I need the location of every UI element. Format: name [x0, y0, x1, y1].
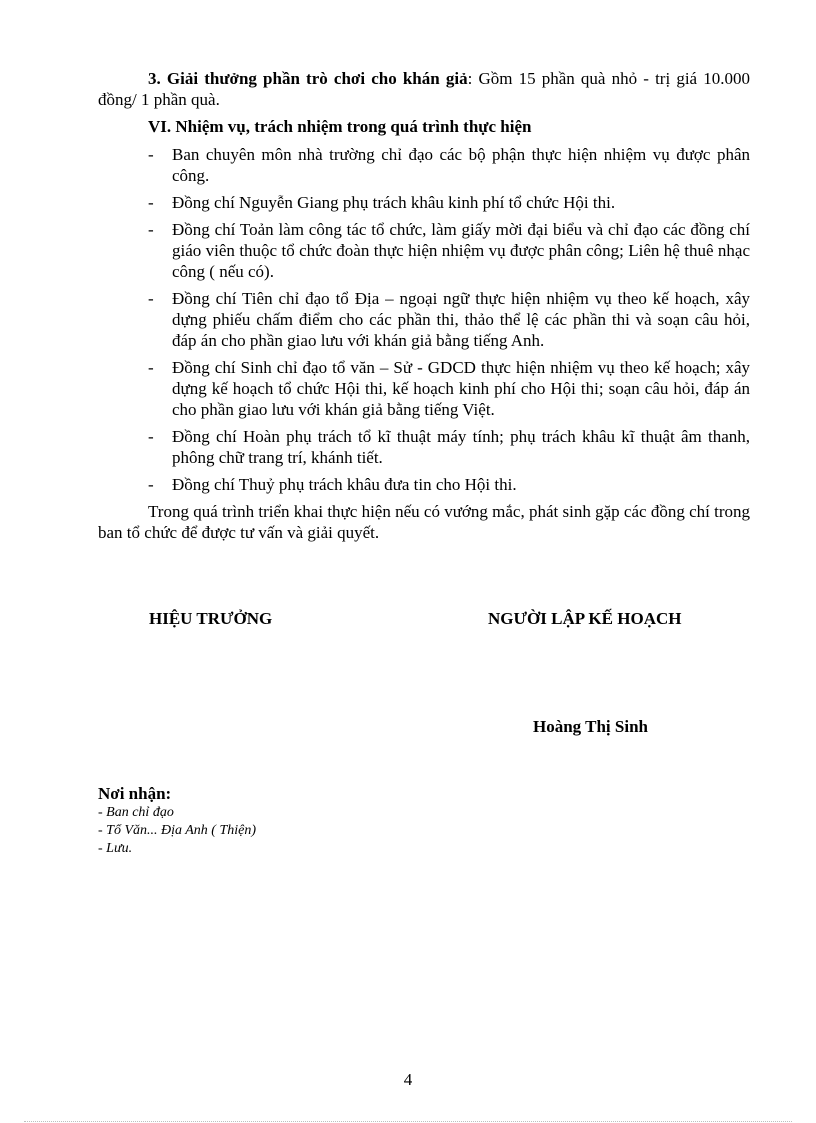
recipient-item: - Tổ Văn... Địa Anh ( Thiện) — [98, 823, 257, 838]
dash-marker: - — [148, 475, 154, 494]
dash-marker: - — [148, 220, 154, 239]
task-list-item — [98, 144, 750, 186]
recipient-item: - Lưu. — [98, 841, 133, 856]
planner-title: NGƯỜI LẬP KẾ HOẠCH — [488, 609, 682, 628]
section-3-text: : Gồm 15 phần quà nhỏ - trị giá 10.000 đồng/ 1 phần quà. — [98, 69, 750, 109]
task-list-item — [98, 357, 750, 420]
task-text: Đồng chí Hoàn phụ trách tổ kĩ thuật máy tính; phụ trách khâu kĩ thuật âm thanh, phông chữ trang trí, khánh tiết. — [172, 427, 750, 467]
section-6-heading: VI. Nhiệm vụ, trách nhiệm trong quá trình thực hiện — [148, 117, 532, 136]
page-number: 4 — [403, 1070, 413, 1089]
dash-marker: - — [148, 289, 154, 308]
document-body — [98, 68, 750, 543]
planner-name: Hoàng Thị Sinh — [533, 717, 648, 736]
task-list-item — [98, 426, 750, 468]
task-list-item — [98, 219, 750, 282]
task-list — [98, 144, 750, 495]
task-text: Ban chuyên môn nhà trường chỉ đạo các bộ phận thực hiện nhiệm vụ được phân công. — [172, 145, 750, 185]
recipient-item: - Ban chỉ đạo — [98, 805, 174, 820]
dash-marker: - — [148, 358, 154, 377]
dash-marker: - — [148, 145, 154, 164]
task-text: Đồng chí Toản làm công tác tổ chức, làm giấy mời đại biểu và chỉ đạo các đồng chí giáo viên thuộc tổ chức đoàn thực hiện nhiệm vụ được phân công; Liên hệ thuê nhạc công ( nếu có). — [172, 220, 750, 281]
task-text: Đồng chí Thuỷ phụ trách khâu đưa tin cho Hội thi. — [172, 475, 517, 494]
task-list-item — [98, 474, 750, 495]
section-3-paragraph — [98, 68, 750, 110]
recipients-block — [98, 783, 256, 858]
dash-marker: - — [148, 427, 154, 446]
task-list-item — [98, 288, 750, 351]
task-text: Đồng chí Sinh chỉ đạo tổ văn – Sử - GDCD thực hiện nhiệm vụ theo kế hoạch; xây dựng kế hoạch tổ chức Hội thi, kế hoạch kinh phí cho Hội thi; soạn câu hỏi, đáp án cho phần giao lưu với khán giả bằng tiếng Việt. — [172, 358, 750, 419]
section-3-title: 3. Giải thưởng phần trò chơi cho khán giả — [148, 69, 468, 88]
dash-marker: - — [148, 193, 154, 212]
task-list-item — [98, 192, 750, 213]
closing-paragraph: Trong quá trình triển khai thực hiện nếu có vướng mắc, phát sinh gặp các đồng chí trong ban tổ chức để được tư vấn và giải quyết. — [98, 502, 750, 542]
footer-divider — [24, 1121, 792, 1122]
task-text: Đồng chí Tiên chỉ đạo tổ Địa – ngoại ngữ thực hiện nhiệm vụ theo kế hoạch, xây dựng phiếu chấm điểm cho các phần thi, thảo thể lệ các phần thi và soạn câu hỏi, đáp án cho phần giao lưu với khán giả bằng tiếng Anh. — [172, 289, 750, 350]
principal-title: HIỆU TRƯỞNG — [149, 609, 273, 628]
task-text: Đồng chí Nguyễn Giang phụ trách khâu kinh phí tổ chức Hội thi. — [172, 193, 616, 212]
recipients-title: Nơi nhận: — [98, 784, 172, 803]
